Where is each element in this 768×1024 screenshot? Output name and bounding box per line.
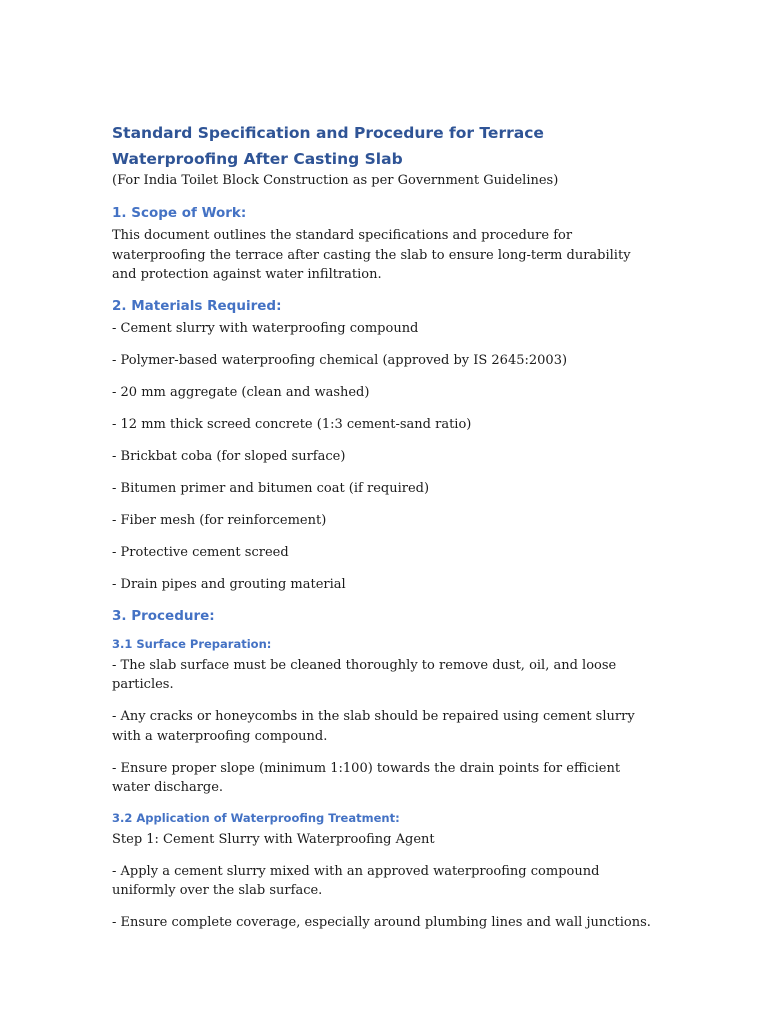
application-list (112, 862, 652, 933)
list-item: - Apply a cement slurry mixed with an approved waterproofing compound uniformly over the slab surface. (112, 863, 600, 898)
surface-prep-list (112, 656, 652, 798)
document-page (112, 120, 652, 945)
list-item: - Fiber mesh (for reinforcement) (112, 512, 327, 528)
list-item: - Any cracks or honeycombs in the slab should be repaired using cement slurry with a waterproofing compound. (112, 709, 635, 744)
procedure-heading: 3. Procedure: (112, 607, 215, 624)
list-item: - The slab surface must be cleaned thoroughly to remove dust, oil, and loose particles. (112, 657, 617, 692)
step-1-label: Step 1: Cement Slurry with Waterproofing Agent (112, 832, 435, 847)
list-item: - 20 mm aggregate (clean and washed) (112, 384, 370, 400)
document-title: Standard Specification and Procedure for Terrace Waterproofing After Casting Slab (112, 124, 544, 168)
list-item: - Brickbat coba (for sloped surface) (112, 448, 346, 464)
list-item: - Cement slurry with waterproofing compound (112, 320, 419, 336)
surface-prep-heading: 3.1 Surface Preparation: (112, 636, 272, 651)
scope-text: This document outlines the standard specifications and procedure for waterproofing the terrace after casting the slab to ensure long-term durability and protection against water infiltration. (112, 228, 631, 282)
application-heading: 3.2 Application of Waterproofing Treatment: (112, 811, 400, 825)
scope-heading: 1. Scope of Work: (112, 205, 247, 221)
list-item: - Ensure complete coverage, especially around plumbing lines and wall junctions. (112, 915, 651, 930)
list-item: - Drain pipes and grouting material (112, 576, 346, 592)
materials-list (112, 319, 652, 595)
materials-heading: 2. Materials Required: (112, 297, 282, 314)
document-subtitle: (For India Toilet Block Construction as per Government Guidelines) (112, 173, 559, 188)
list-item: - Polymer-based waterproofing chemical (approved by IS 2645:2003) (112, 352, 568, 368)
list-item: - Bitumen primer and bitumen coat (if required) (112, 480, 430, 496)
list-item: - Ensure proper slope (minimum 1:100) towards the drain points for efficient water discharge. (112, 760, 621, 795)
list-item: - 12 mm thick screed concrete (1:3 cement-sand ratio) (112, 416, 472, 432)
list-item: - Protective cement screed (112, 544, 289, 560)
